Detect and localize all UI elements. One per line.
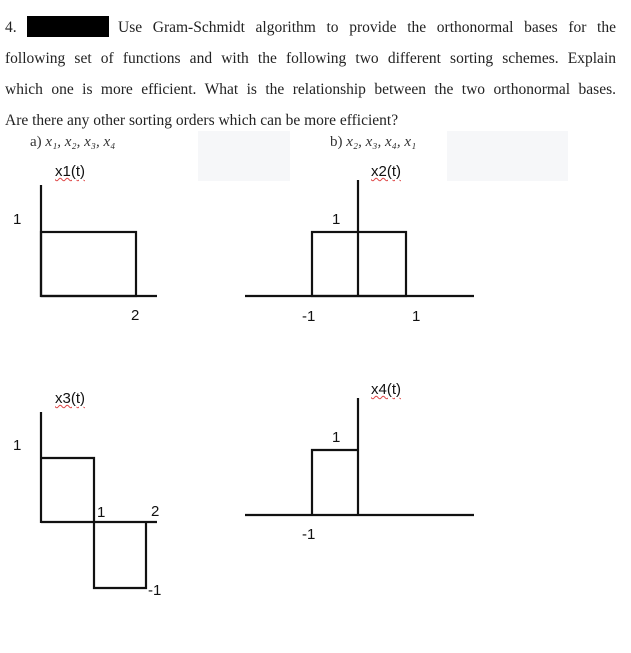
x4-pulse	[312, 450, 358, 515]
x1-label: x1(t)	[55, 163, 85, 180]
x1-x-tick-2: 2	[131, 307, 140, 324]
x2-x-tick-1: 1	[412, 308, 421, 325]
problem-line-2: following set of functions and with the following two different sorting schemes. Explain	[5, 50, 616, 67]
redacted-name	[27, 16, 109, 37]
x3-x-tick-2: 2	[151, 503, 160, 520]
x1-y-tick: 1	[13, 211, 22, 228]
plot-x1	[41, 185, 157, 297]
x2-pulse	[312, 232, 406, 296]
scheme-b: b) x₂, x₃, x₄, x₁	[330, 134, 417, 150]
x3-y-tick: 1	[13, 437, 22, 454]
x2-y-tick: 1	[332, 211, 341, 228]
x3-x-tick-1: 1	[97, 504, 106, 521]
problem-line-3: which one is more efficient. What is the relationship between the two orthonormal bases.	[5, 81, 616, 98]
x3-neg-tick: -1	[148, 582, 162, 599]
x1-pulse	[41, 232, 136, 296]
x3-positive-pulse	[41, 458, 94, 522]
x2-label: x2(t)	[371, 163, 401, 180]
problem-line-4: Are there any other sorting orders which can be more efficient?	[5, 112, 399, 129]
plot-x3	[41, 412, 160, 588]
x3-negative-pulse	[94, 522, 146, 588]
question-number: 4.	[5, 19, 17, 36]
x4-label: x4(t)	[371, 381, 401, 398]
x4-x-tick-neg1: -1	[302, 526, 316, 543]
problem-line-1: 4. Use Gram-Schmidt algorithm to provide the orthonormal bases for the	[5, 12, 616, 43]
plot-x4	[245, 398, 474, 516]
faint-box-a	[198, 131, 290, 181]
plot-x2	[245, 180, 474, 297]
problem-statement	[5, 12, 616, 136]
scheme-a: a) x₁, x₂, x₃, x₄	[30, 134, 116, 150]
x2-x-tick-neg1: -1	[302, 308, 316, 325]
x4-y-tick: 1	[332, 429, 341, 446]
faint-box-b	[447, 131, 568, 181]
x3-label: x3(t)	[55, 390, 85, 407]
